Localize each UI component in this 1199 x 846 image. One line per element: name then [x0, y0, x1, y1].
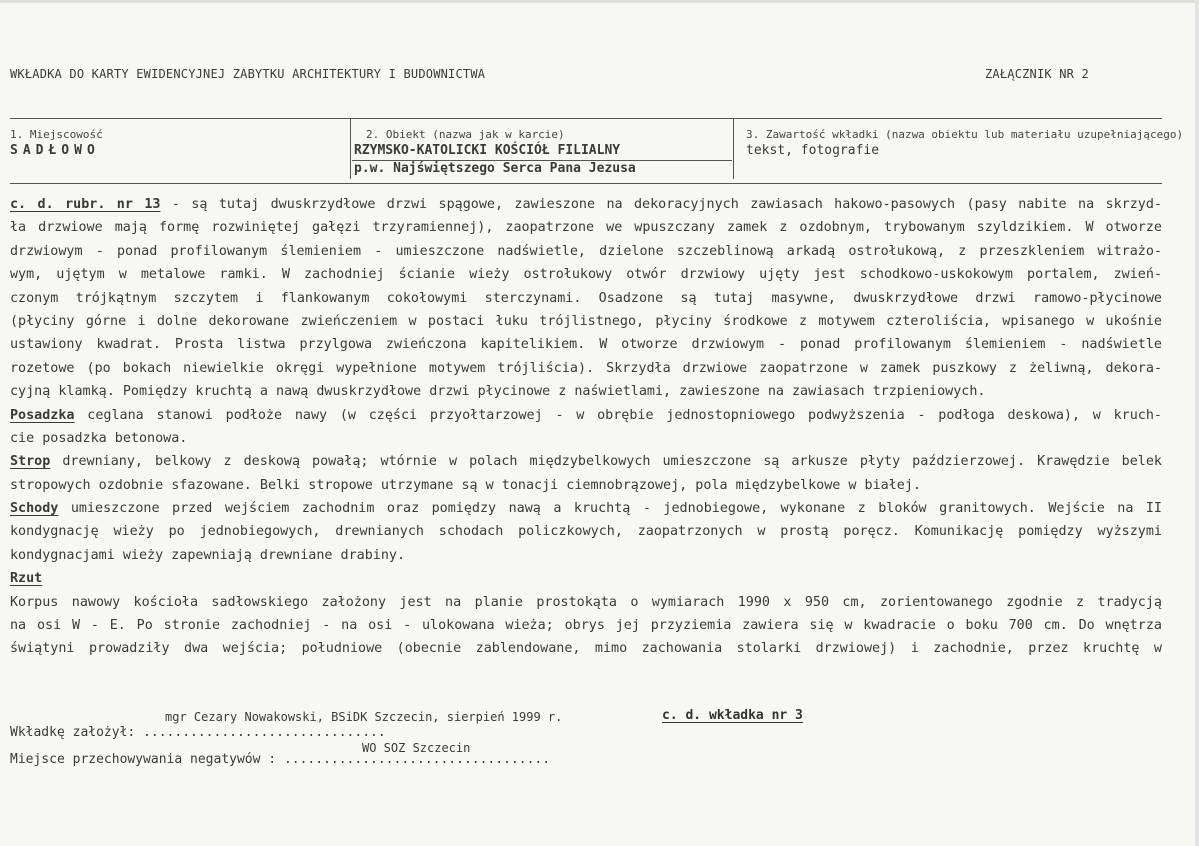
place-value: SADŁOWO: [10, 143, 100, 158]
section-heading-strop: Strop: [10, 454, 51, 470]
text-line: ła drzwiowe mają formę rozwiniętej gałęzi trzyramiennej), zaopatrzone we wpuszczany zamek z ozdobnym, trybowanym szyldzikiem. W otworze: [10, 220, 1162, 236]
object-label: 2. Obiekt (nazwa jak w karcie): [366, 128, 565, 141]
author-line: [10, 725, 386, 740]
annex-label: ZAŁĄCZNIK NR 2: [985, 67, 1089, 81]
text-line: Korpus nawowy kościoła sadłowskiego założony jest na planie prostokąta o wymiarach 1990 x 950 cm, zorientowanego zgodnie z tradycją: [10, 594, 1162, 610]
section-heading-schody: Schody: [10, 501, 59, 517]
header-rule-bottom: [10, 183, 1162, 184]
place-label: 1. Miejscowość: [10, 128, 103, 141]
storage-line: [10, 752, 550, 767]
section-heading-continuation: c. d. rubr. nr 13: [10, 197, 161, 212]
text-line: [10, 450, 1162, 473]
field-divider-1: [350, 119, 351, 179]
text-span: - są tutaj dwuskrzydłowe drzwi spągowe, zawieszone na dekoracyjnych zawiasach hakowo-pasowych (pasy nabite na skrzyd-: [160, 197, 1162, 212]
place-field: [10, 127, 103, 159]
contents-value: tekst, fotografie: [746, 143, 880, 158]
text-span: umieszczone przed wejściem zachodnim oraz pomiędzy nawą a kruchtą - jednobiegowe, wykonane z bloków granitowych. Wejście na II: [58, 501, 1162, 517]
text-line: kondygnację wieży po jednobiegowych, drewnianych schodach policzkowych, zaopatrzonych w prostą poręcz. Komunikację pomiędzy wyższymi: [10, 524, 1162, 540]
object-dedication: p.w. Najświętszego Serca Pana Jezusa: [354, 161, 636, 176]
scan-edge-top: [0, 0, 1199, 3]
scan-edge-right: [1195, 0, 1199, 846]
text-line: cyjną klamką. Pomiędzy kruchtą a nawą dwuskrzydłowe drzwi płycinowe z naświetlami, zawieszone na zawiasach trzpieniowych.: [10, 384, 986, 400]
author-dots: ...............................: [143, 725, 386, 740]
text-line: rozetowe (po bokach niewielkie okręgi wypełnione motywem trójliścia). Skrzydła drzwiowe zaopatrzone w zamek puszkowy z żeliwną, dekora-: [10, 360, 1162, 376]
section-heading-posadzka: Posadzka: [10, 407, 75, 423]
text-line: [10, 567, 1162, 590]
object-field: [354, 127, 636, 177]
text-span: drewniany, belkowy z deskową powałą; wtórnie w polach międzybelkowych umieszczone są arkusze płyty paździerzowej. Krawędzie belek: [50, 454, 1162, 470]
text-line: drzwiowym - ponad profilowanym ślemieniem - umieszczone nadświetle, dzielone szczeblinową arkadą ostrołukową, z przeszkleniem witrażo-: [10, 243, 1162, 259]
text-line: wym, ujętym w metalowe ramki. W zachodniej ścianie wieży ostrołukowy otwór drzwiowy ujęty jest schodkowo-uskokowym portalem, zwień-: [10, 267, 1162, 283]
storage-dots: ..................................: [283, 752, 551, 767]
text-line: ustawiony kwadrat. Prosta listwa przylgowa zwieńczona kapitelikiem. W otworze drzwiowym - ponad profilowanym ślemieniem - nadświetle: [10, 337, 1162, 353]
text-line: stropowych ozdobnie sfazowane. Belki stropowe utrzymane są w tonacji ciemnobrązowej, pola międzybelkowe w białej.: [10, 477, 921, 493]
text-line: świątyni prowadziły dwa wejścia; południowe (obecnie zablendowane, mimo zachowania stolarki drzwiowej) i zachodnie, przez kruchtę w: [10, 641, 1162, 657]
storage-label: Miejsce przechowywania negatywów :: [10, 752, 277, 767]
description-text: [10, 193, 1162, 661]
author-value: mgr Cezary Nowakowski, BSiDK Szczecin, sierpień 1999 r.: [165, 710, 563, 724]
section-heading-rzut: Rzut: [10, 571, 43, 587]
continuation-note: c. d. wkładka nr 3: [662, 708, 803, 723]
field-divider-2: [733, 119, 734, 179]
storage-value: WO SOZ Szczecin: [362, 741, 471, 755]
text-span: ceglana stanowi podłoże nawy (w części przyołtarzowej - w obrębie jednostopniowego podwyższenia - podłoga deskowa), w kruch-: [74, 407, 1162, 423]
object-underline: [352, 160, 732, 161]
text-line: [10, 497, 1162, 520]
object-name: RZYMSKO-KATOLICKI KOŚCIÓŁ FILIALNY: [354, 143, 621, 158]
author-label: Wkładkę założył:: [10, 725, 136, 740]
text-line: na osi W - E. Po stronie zachodniej - na osi - ulokowana wieża; obrys jej przyziemia zawiera się w kwadracie o boku 700 cm. Do wnętrza: [10, 618, 1162, 634]
text-line: cie posadzka betonowa.: [10, 430, 188, 446]
text-line: [10, 193, 1162, 216]
text-line: kondygnacjami wieży zapewniają drewniane drabiny.: [10, 547, 406, 563]
document-title: WKŁADKA DO KARTY EWIDENCYJNEJ ZABYTKU ARCHITEKTURY I BUDOWNICTWA: [10, 67, 486, 81]
text-line: czonym trójkątnym szczytem i flankowanym cokołowymi sterczynami. Osadzone są tutaj masywne, dwuskrzydłowe drzwi ramowo-płycinowe: [10, 290, 1162, 306]
contents-field: [746, 127, 1183, 159]
text-line: (płyciny górne i dolne dekorowane zwieńczeniem w postaci łuku trójlistnego, płyciny środkowe z motywem czteroliścia, wpisanego w ukośnie: [10, 313, 1162, 329]
contents-label: 3. Zawartość wkładki (nazwa obiektu lub materiału uzupełniającego): [746, 128, 1184, 141]
header-rule-top: [10, 118, 1162, 119]
text-line: [10, 404, 1162, 427]
